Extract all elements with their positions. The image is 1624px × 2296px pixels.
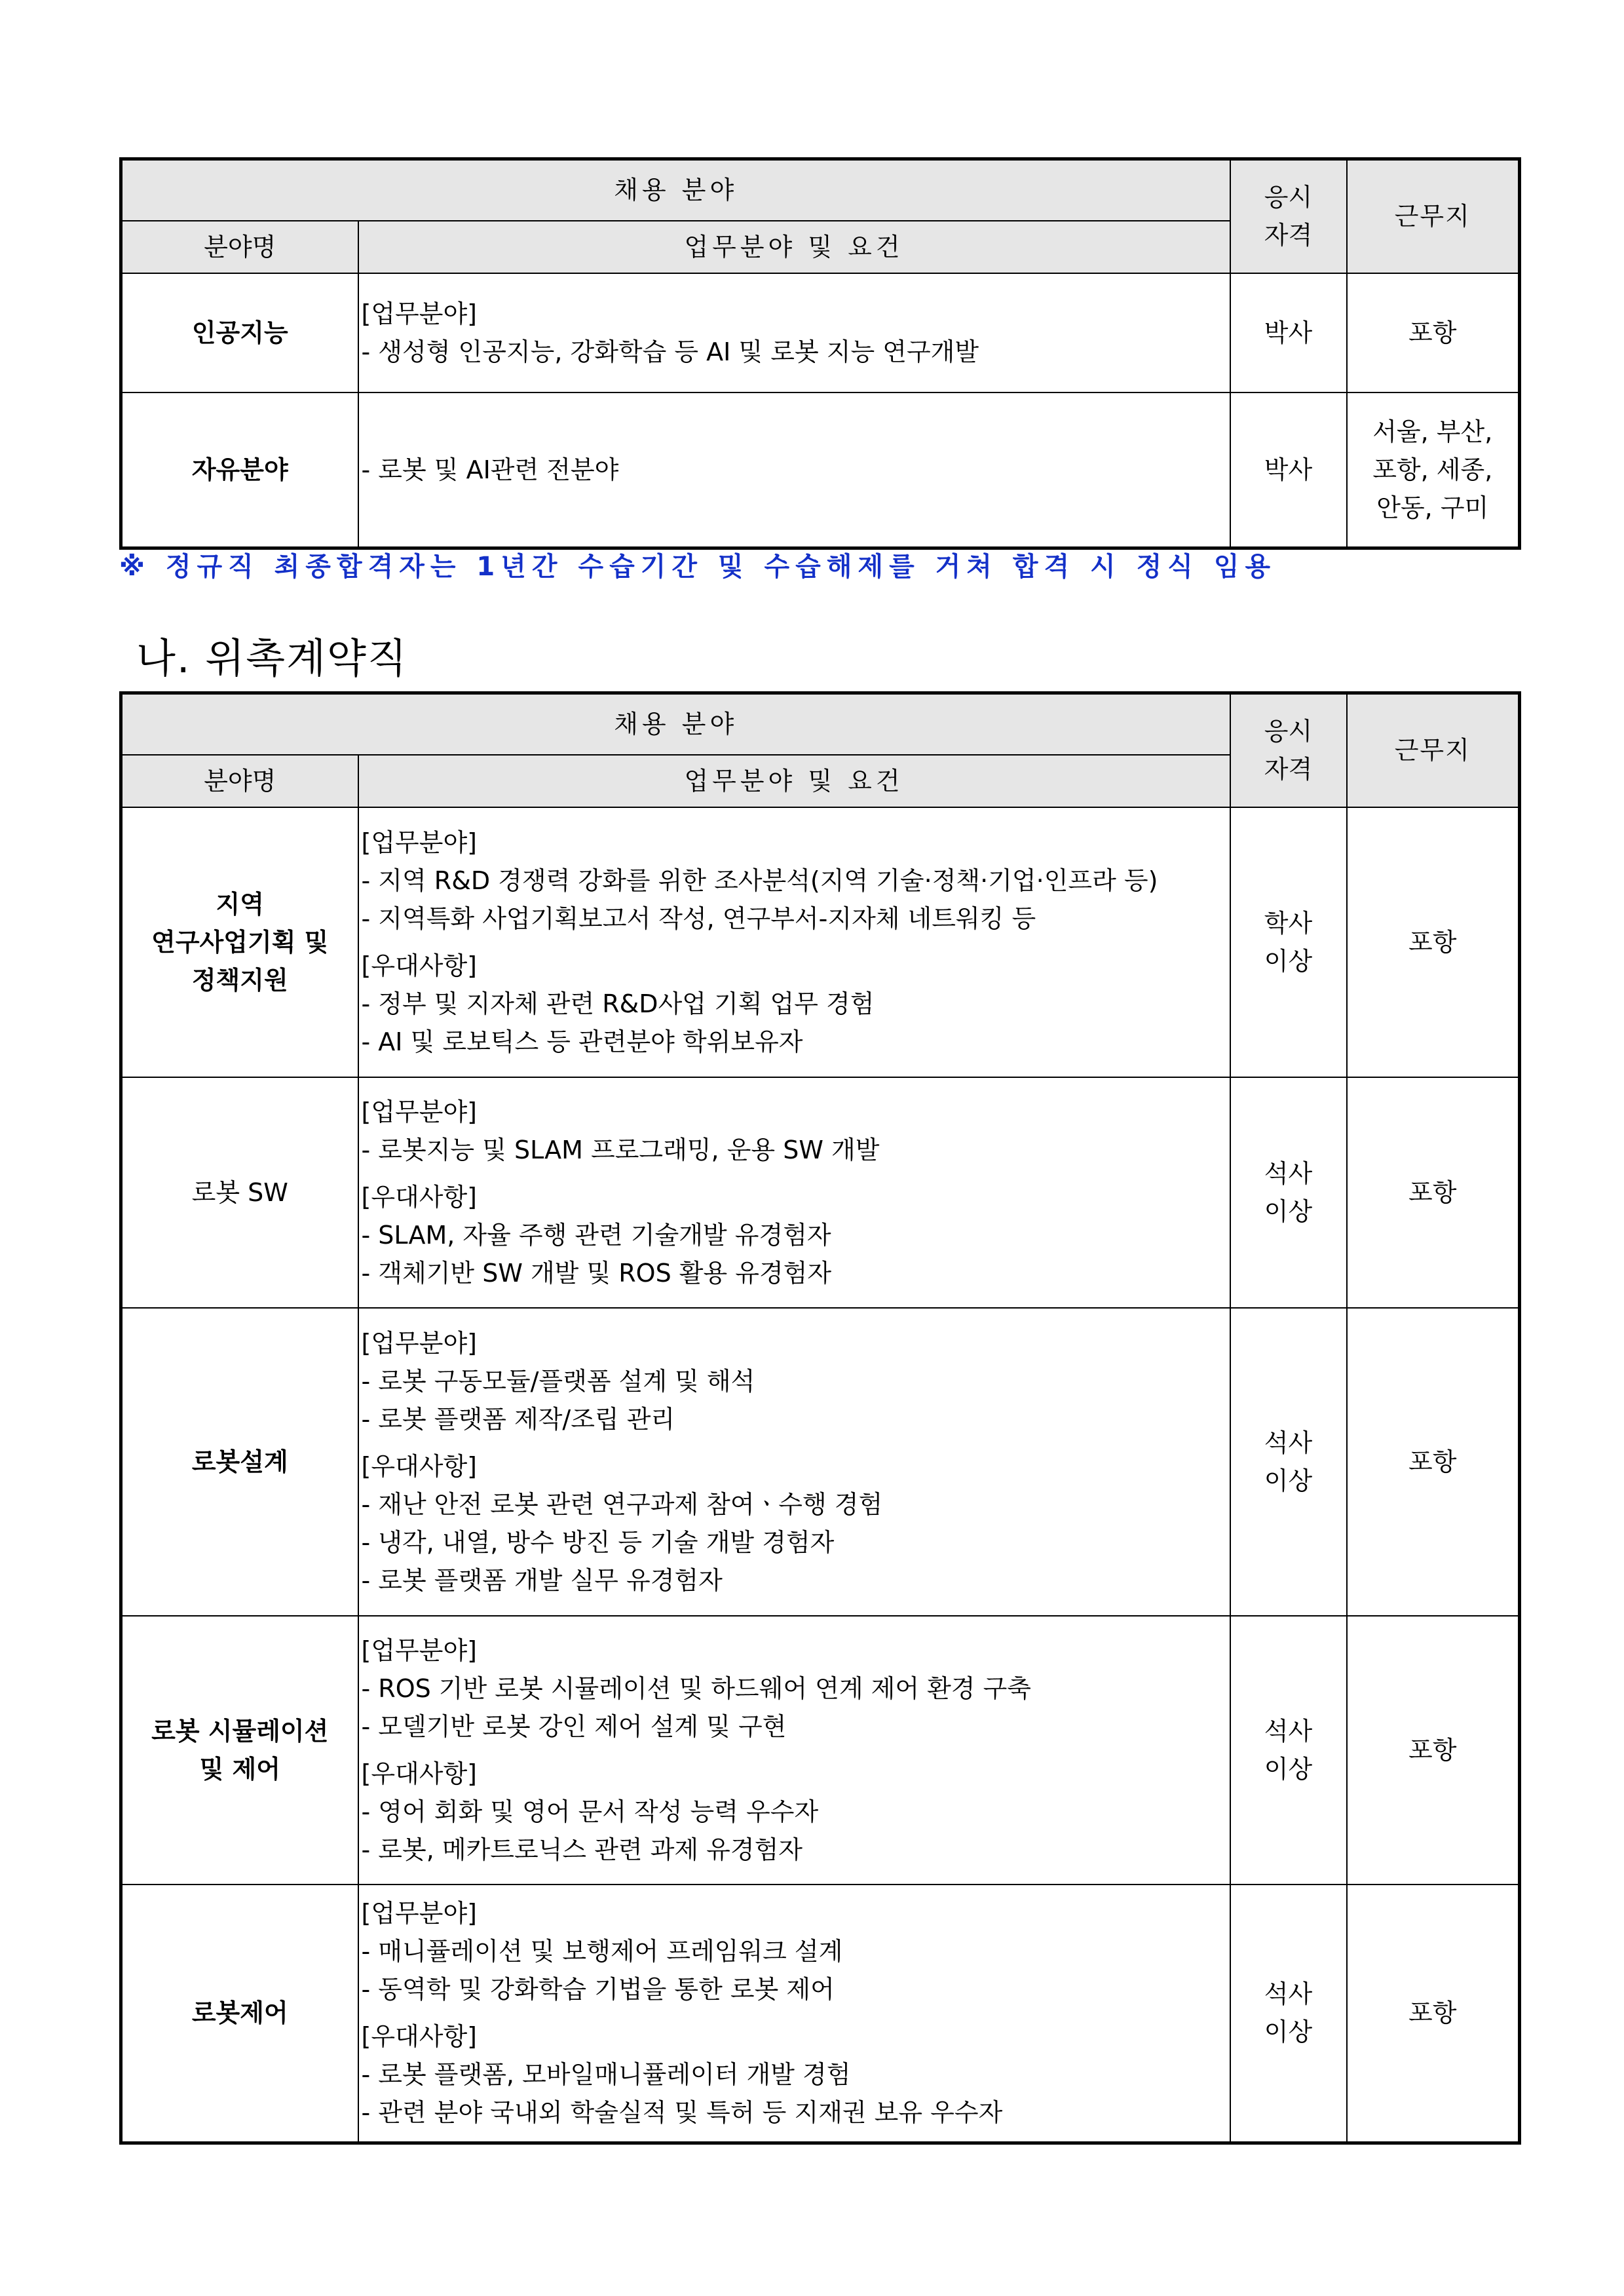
pref-line: - 영어 회화 및 영어 문서 작성 능력 우수자 <box>361 1797 819 1826</box>
location: 서울, 부산, 포항, 세종, 안동, 구미 <box>1347 392 1520 548</box>
header-field-group: 채용 분야 <box>121 159 1230 221</box>
pref-line: - 로봇 플랫폼 개발 실무 유경험자 <box>361 1565 723 1595</box>
qualification: 석사 이상 <box>1230 1077 1347 1308</box>
prefs-label: [우대사항] <box>361 951 477 980</box>
duties-label: [업무분야] <box>361 299 477 328</box>
header-qualification: 응시 자격 <box>1230 693 1347 807</box>
pref-line: - 재난 안전 로봇 관련 연구과제 참여ㆍ수행 경험 <box>361 1489 883 1519</box>
pref-line: - 로봇 플랫폼, 모바일매니퓰레이터 개발 경험 <box>361 2060 851 2090</box>
prefs-label: [우대사항] <box>361 1182 477 1212</box>
header-duty: 업무분야 및 요건 <box>358 221 1230 273</box>
location: 포항 <box>1347 807 1520 1077</box>
pref-line: - 객체기반 SW 개발 및 ROS 활용 유경험자 <box>361 1258 832 1288</box>
prefs-label: [우대사항] <box>361 2022 477 2052</box>
table-row <box>121 1885 1520 2143</box>
duty-line: - 지역 R&D 경쟁력 강화를 위한 조사분석(지역 기술·정책·기업·인프라 등) <box>361 866 1158 895</box>
qualification: 석사 이상 <box>1230 1616 1347 1885</box>
location: 포항 <box>1347 1616 1520 1885</box>
recruit-table-contract <box>119 691 1521 2145</box>
duty-cell <box>358 392 1230 548</box>
header-field-group: 채용 분야 <box>121 693 1230 755</box>
qualification: 석사 이상 <box>1230 1308 1347 1616</box>
header-field-name: 분야명 <box>121 755 358 807</box>
duty-cell <box>358 1885 1230 2143</box>
field-name: 자유분야 <box>121 392 358 548</box>
duty-line: - 로봇 구동모듈/플랫폼 설계 및 해석 <box>361 1366 755 1396</box>
location: 포항 <box>1347 273 1520 392</box>
qualification: 박사 <box>1230 273 1347 392</box>
duty-line: - 로봇 및 AI관련 전분야 <box>361 455 619 484</box>
duty-line: - ROS 기반 로봇 시뮬레이션 및 하드웨어 연계 제어 환경 구축 <box>361 1674 1032 1703</box>
header-location: 근무지 <box>1347 159 1520 273</box>
duty-cell <box>358 807 1230 1077</box>
pref-line: - 관련 분야 국내외 학술실적 및 특허 등 지재권 보유 우수자 <box>361 2098 1003 2128</box>
table-row <box>121 1616 1520 1885</box>
qualification: 석사 이상 <box>1230 1885 1347 2143</box>
qualification: 학사 이상 <box>1230 807 1347 1077</box>
table-row <box>121 1308 1520 1616</box>
duties-label: [업무분야] <box>361 1899 477 1928</box>
duty-line: - 로봇지능 및 SLAM 프로그래밍, 운용 SW 개발 <box>361 1135 880 1164</box>
duty-line: - 동역학 및 강화학습 기법을 통한 로봇 제어 <box>361 1975 835 2004</box>
field-name: 로봇제어 <box>121 1885 358 2143</box>
duties-label: [업무분야] <box>361 1636 477 1665</box>
table-row <box>121 392 1520 548</box>
table-row <box>121 807 1520 1077</box>
pref-line: - 정부 및 지자체 관련 R&D사업 기획 업무 경험 <box>361 989 875 1018</box>
prefs-label: [우대사항] <box>361 1451 477 1481</box>
pref-line: - AI 및 로보틱스 등 관련분야 학위보유자 <box>361 1027 803 1056</box>
table-row <box>121 273 1520 392</box>
section-title: 나. 위촉계약직 <box>136 634 408 682</box>
field-name: 로봇 SW <box>121 1077 358 1308</box>
header-field-name: 분야명 <box>121 221 358 273</box>
field-name: 로봇 시뮬레이션 및 제어 <box>121 1616 358 1885</box>
location: 포항 <box>1347 1308 1520 1616</box>
duty-cell <box>358 1077 1230 1308</box>
duty-line: - 로봇 플랫폼 제작/조립 관리 <box>361 1404 675 1434</box>
field-name: 로봇설계 <box>121 1308 358 1616</box>
field-name: 인공지능 <box>121 273 358 392</box>
duty-line: - 생성형 인공지능, 강화학습 등 AI 및 로봇 지능 연구개발 <box>361 337 979 366</box>
location: 포항 <box>1347 1077 1520 1308</box>
header-duty: 업무분야 및 요건 <box>358 755 1230 807</box>
duty-line: - 매니퓰레이션 및 보행제어 프레임워크 설계 <box>361 1937 843 1966</box>
duties-label: [업무분야] <box>361 1328 477 1358</box>
prefs-label: [우대사항] <box>361 1759 477 1788</box>
duty-line: - 지역특화 사업기획보고서 작성, 연구부서-지자체 네트워킹 등 <box>361 904 1036 933</box>
header-location: 근무지 <box>1347 693 1520 807</box>
pref-line: - 냉각, 내열, 방수 방진 등 기술 개발 경험자 <box>361 1527 835 1557</box>
duties-label: [업무분야] <box>361 1097 477 1126</box>
duties-label: [업무분야] <box>361 828 477 857</box>
pref-line: - SLAM, 자율 주행 관련 기술개발 유경험자 <box>361 1220 831 1250</box>
qualification: 박사 <box>1230 392 1347 548</box>
table-row <box>121 1077 1520 1308</box>
duty-line: - 모델기반 로봇 강인 제어 설계 및 구현 <box>361 1712 787 1741</box>
header-qualification: 응시 자격 <box>1230 159 1347 273</box>
duty-cell <box>358 273 1230 392</box>
pref-line: - 로봇, 메카트로닉스 관련 과제 유경험자 <box>361 1835 803 1864</box>
duty-cell <box>358 1616 1230 1885</box>
employment-note: ※ 정규직 최종합격자는 1년간 수습기간 및 수습해제를 거쳐 합격 시 정식 임용 <box>119 552 1277 582</box>
duty-cell <box>358 1308 1230 1616</box>
field-name: 지역 연구사업기획 및 정책지원 <box>121 807 358 1077</box>
recruit-table-regular <box>119 157 1521 550</box>
location: 포항 <box>1347 1885 1520 2143</box>
